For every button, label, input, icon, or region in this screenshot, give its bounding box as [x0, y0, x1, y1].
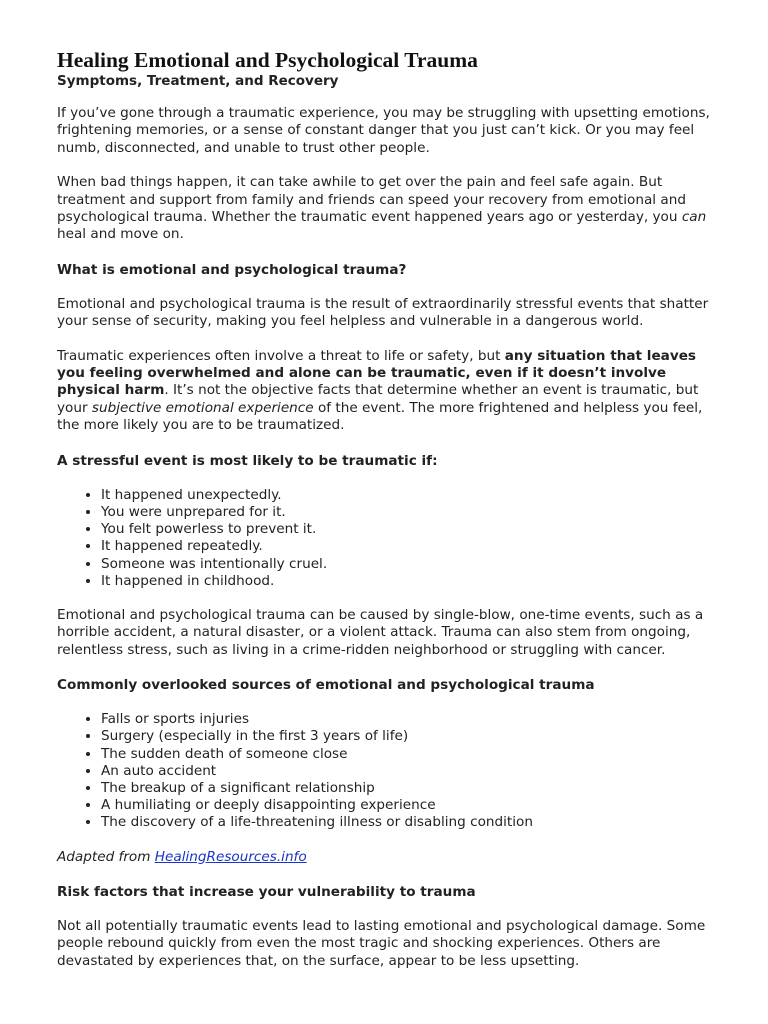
section1-paragraph-1: Emotional and psychological trauma is the result of extraordinarily stressful events that shatter your sense of security, making you feel helpless and vulnerable in a dangerous world.	[57, 295, 709, 330]
section1-paragraph-2-emphasis: subjective emotional experience	[91, 399, 314, 416]
section-heading-risk-factors: Risk factors that increase your vulnerability to trauma	[57, 883, 476, 900]
list-item: • Surgery (especially in the first 3 years of life)	[101, 728, 728, 745]
page-subtitle: Symptoms, Treatment, and Recovery	[57, 73, 339, 89]
list-item: • Someone was intentionally cruel.	[101, 556, 728, 573]
section1-paragraph-2-text-c: of the event. The more frightened and helpless you feel, the more likely you are to be traumatized.	[57, 399, 703, 434]
section-heading-what-is-trauma: What is emotional and psychological trauma?	[57, 261, 407, 278]
adapted-from-note	[57, 849, 728, 866]
list-item: • It happened repeatedly.	[101, 538, 728, 555]
section1-paragraph-2-text-a: Traumatic experiences often involve a threat to life or safety, but	[57, 347, 505, 364]
section1-paragraph-2	[57, 348, 728, 435]
list-item: • An auto accident	[101, 763, 728, 780]
intro-paragraph-2-text-a: When bad things happen, it can take awhile to get over the pain and feel safe again. But treatment and support from family and friends can speed your recovery from emotional and psychological trauma. Whether the traumatic event happened years ago or yesterday, you	[57, 174, 686, 226]
list-item: • Falls or sports injuries	[101, 711, 728, 728]
overlooked-sources-list	[57, 711, 728, 831]
section1-paragraph-2-strong: any situation that leaves you feeling overwhelmed and alone can be traumatic, even if it doesn’t involve physical harm	[57, 347, 697, 399]
healingresources-link[interactable]: HealingResources.info	[154, 848, 307, 865]
section4-paragraph: Not all potentially traumatic events lead to lasting emotional and psychological damage. Some people rebound quickly from even the most tragic and shocking experiences. Others are devastated by experiences that, on the surface, appear to be less upsetting.	[57, 917, 706, 969]
traumatic-if-list	[57, 487, 728, 590]
list-item: • You were unprepared for it.	[101, 504, 728, 521]
intro-paragraph-2-emphasis: can	[681, 209, 707, 226]
intro-paragraph-1: If you’ve gone through a traumatic experience, you may be struggling with upsetting emotions, frightening memories, or a sense of constant danger that you just can’t kick. Or you may feel numb, disconnected, and unable to trust other people.	[57, 105, 710, 156]
section-heading-traumatic-if: A stressful event is most likely to be traumatic if:	[57, 452, 438, 469]
list-item: • The discovery of a life-threatening illness or disabling condition	[101, 814, 728, 831]
list-item: • It happened unexpectedly.	[101, 487, 728, 504]
section-heading-overlooked-sources: Commonly overlooked sources of emotional and psychological trauma	[57, 677, 595, 694]
list-item: • The sudden death of someone close	[101, 746, 728, 763]
intro-paragraph-2-text-b: heal and move on.	[57, 226, 184, 243]
list-item: • A humiliating or deeply disappointing experience	[101, 797, 728, 814]
adapted-from-label: Adapted from	[57, 848, 155, 865]
section2-paragraph: Emotional and psychological trauma can be caused by single-blow, one-time events, such as a horrible accident, a natural disaster, or a violent attack. Trauma can also stem from ongoing, relentless stress, such as living in a crime-ridden neighborhood or struggling with cancer.	[57, 606, 704, 658]
list-item: • The breakup of a significant relationship	[101, 780, 728, 797]
list-item: • It happened in childhood.	[101, 573, 728, 590]
list-item: • You felt powerless to prevent it.	[101, 521, 728, 538]
section1-paragraph-2-text-b: . It’s not the objective facts that determine whether an event is traumatic, but your	[57, 382, 699, 416]
intro-paragraph-2	[57, 174, 728, 244]
page-title: Healing Emotional and Psychological Trauma	[57, 48, 478, 72]
